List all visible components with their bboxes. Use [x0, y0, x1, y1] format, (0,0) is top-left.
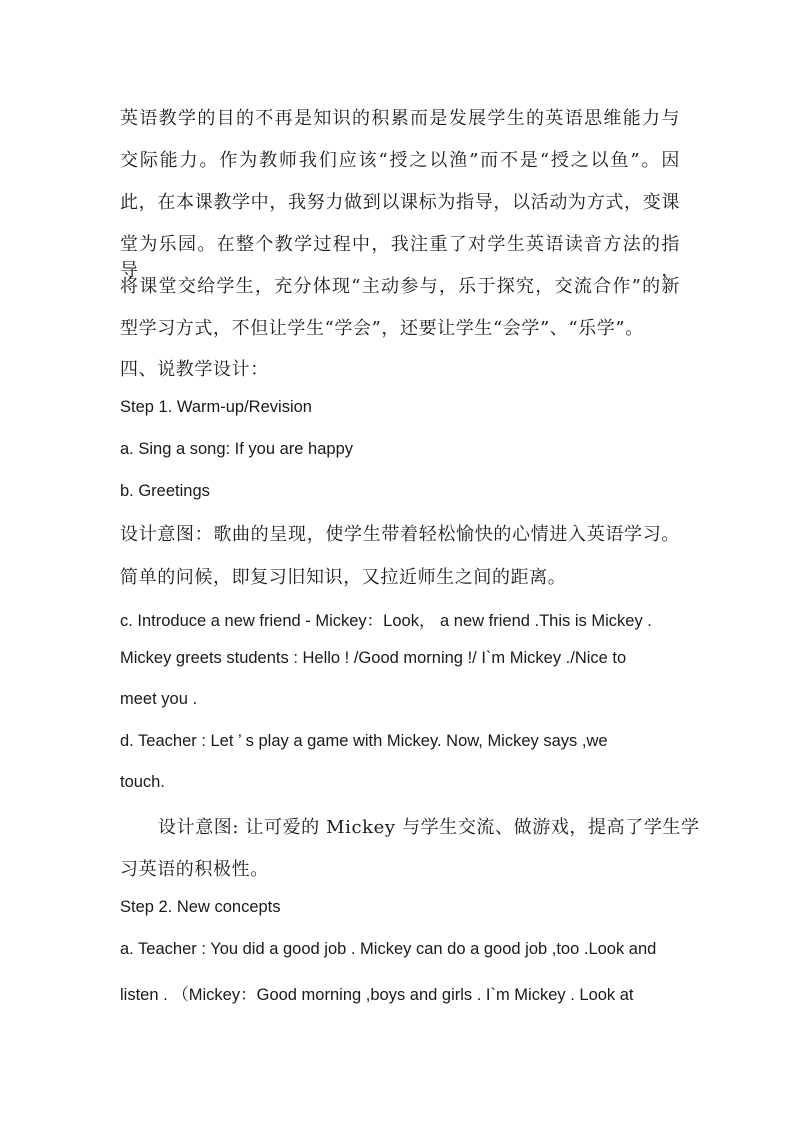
step1-item-b: b. Greetings — [120, 482, 210, 500]
design-intent-1-line-1: 设计意图：歌曲的呈现，使学生带着轻松愉快的心情进入英语学习。 — [120, 524, 680, 545]
step2-item-a-line-1: a. Teacher : You did a good job . Mickey can do a good job ,too .Look and — [120, 940, 657, 958]
intro-line-2: 交际能力。作为教师我们应该“授之以渔”而不是“授之以鱼”。因 — [120, 150, 680, 171]
step1-item-d-line-2: touch. — [120, 773, 165, 791]
step2-heading: Step 2. New concepts — [120, 898, 281, 916]
intro-line-4: 堂为乐园。在整个教学过程中，我注重了对学生英语读音方法的指导， — [120, 234, 680, 281]
design-intent-2-line-1: 设计意图: 让可爱的 Mickey 与学生交流、做游戏，提高了学生学 — [158, 817, 700, 838]
intro-line-6: 型学习方式，不但让学生“学会”，还要让学生“会学”、“乐学”。 — [120, 318, 644, 339]
step2-item-a-line-2: listen . （Mickey：Good morning ,boys and girls . I`m Mickey . Look at — [120, 986, 634, 1004]
step1-item-c-line-3: meet you . — [120, 690, 198, 708]
step1-item-d-line-1: d. Teacher : Let ’ s play a game with Mickey. Now, Mickey says ,we — [120, 732, 608, 750]
design-intent-2-line-2: 习英语的积极性。 — [120, 859, 269, 880]
intro-line-1: 英语教学的目的不再是知识的积累而是发展学生的英语思维能力与 — [120, 108, 680, 129]
design-intent-1-line-2: 简单的问候，即复习旧知识，又拉近师生之间的距离。 — [120, 567, 567, 588]
section-heading: 四、说教学设计： — [120, 359, 269, 380]
intro-line-5: 将课堂交给学生，充分体现“主动参与，乐于探究，交流合作”的新 — [120, 276, 680, 297]
step1-item-c-line-2: Mickey greets students : Hello ! /Good morning !/ I`m Mickey ./Nice to — [120, 649, 627, 667]
intro-line-3: 此，在本课教学中，我努力做到以课标为指导，以活动为方式，变课 — [120, 192, 680, 213]
step1-heading: Step 1. Warm-up/Revision — [120, 398, 312, 416]
step1-item-a: a. Sing a song: If you are happy — [120, 440, 353, 458]
step1-item-c-line-1: c. Introduce a new friend - Mickey：Look， a new friend .This is Mickey . — [120, 612, 652, 630]
